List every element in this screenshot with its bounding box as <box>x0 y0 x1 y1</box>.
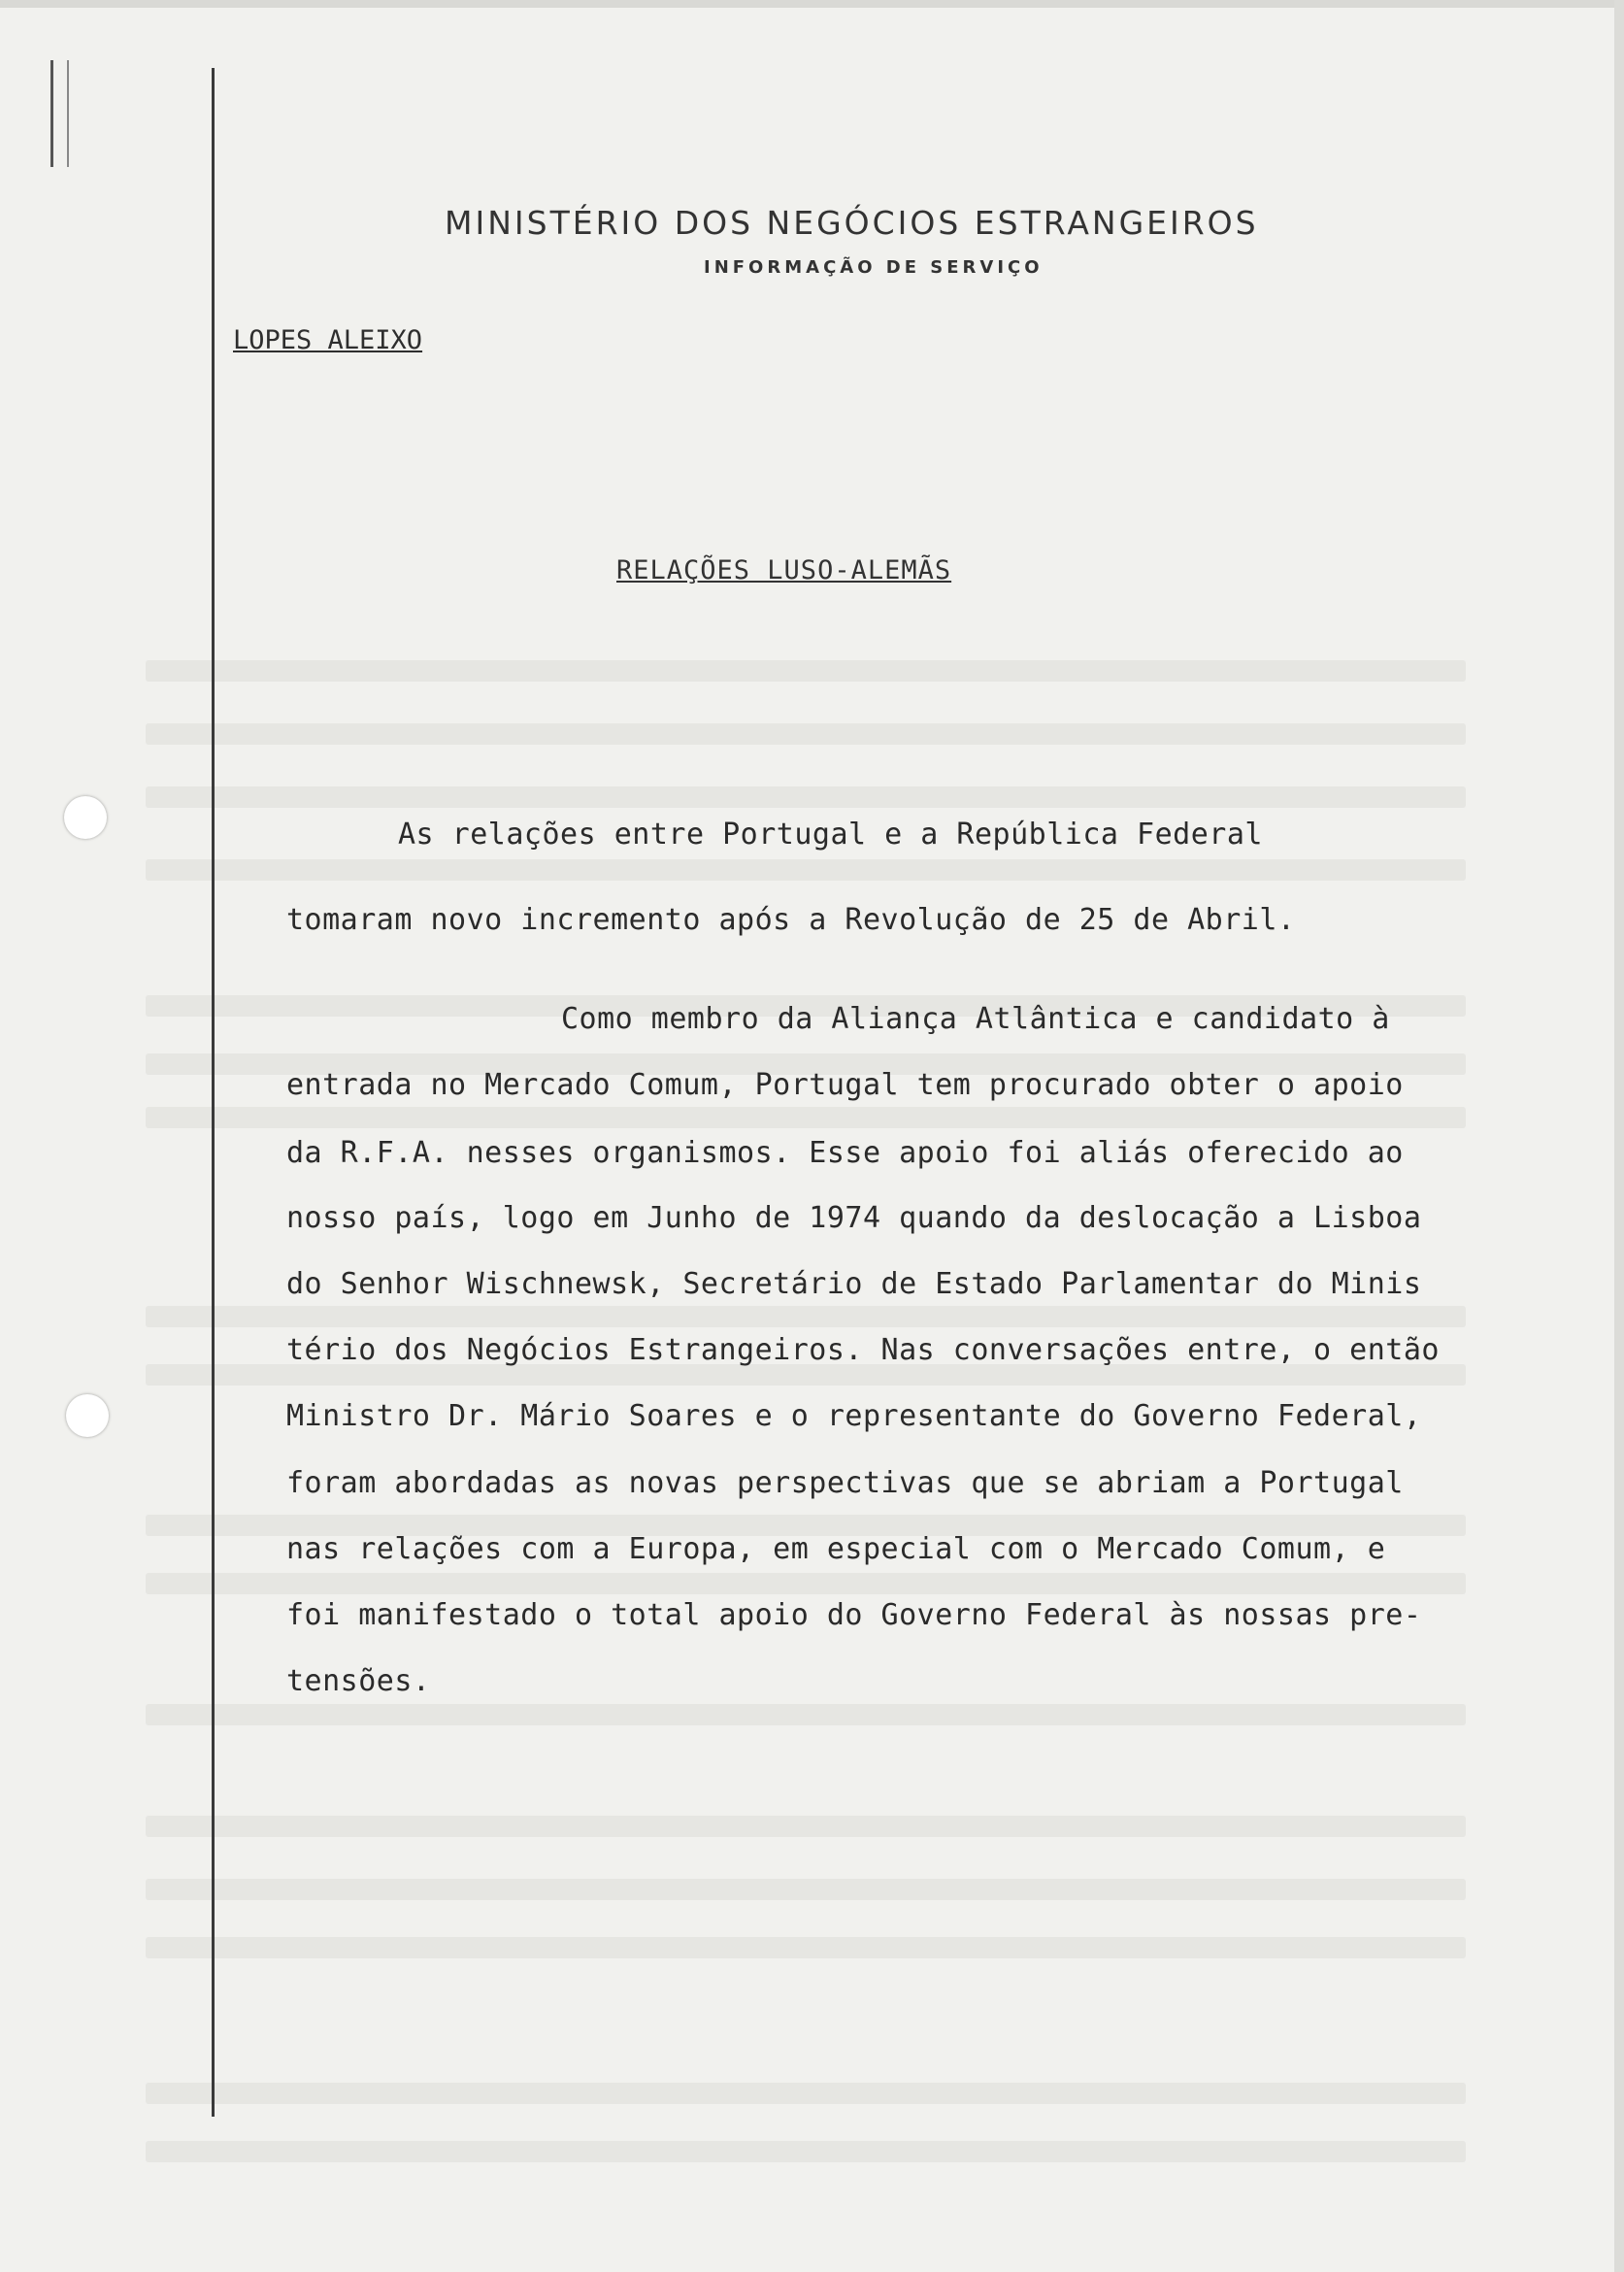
bleed-through <box>146 859 1466 881</box>
bleed-through <box>146 2083 1466 2104</box>
body-line: do Senhor Wischnewsk, Secretário de Estado Parlamentar do Minis <box>286 1267 1422 1301</box>
bleed-through <box>146 1879 1466 1900</box>
bleed-through <box>146 1816 1466 1837</box>
body-line: nosso país, logo em Junho de 1974 quando da deslocação a Lisboa <box>286 1201 1422 1235</box>
body-line: Como membro da Aliança Atlântica e candidato à <box>561 1002 1390 1036</box>
bleed-through <box>146 786 1466 808</box>
body-line: tomaram novo incremento após a Revolução de 25 de Abril. <box>286 903 1296 937</box>
staple-mark <box>50 60 69 167</box>
margin-rule <box>212 68 215 2117</box>
paper-top-edge <box>0 0 1624 8</box>
body-line: tensões. <box>286 1664 431 1698</box>
paper-right-edge <box>1614 0 1624 2272</box>
body-line: da R.F.A. nesses organismos. Esse apoio foi aliás oferecido ao <box>286 1136 1404 1170</box>
punch-hole <box>66 1394 109 1437</box>
bleed-through <box>146 1704 1466 1725</box>
body-line: tério dos Negócios Estrangeiros. Nas conversações entre, o então <box>286 1333 1440 1367</box>
bleed-through <box>146 1364 1466 1386</box>
punch-hole <box>64 796 107 839</box>
bleed-through <box>146 2141 1466 2162</box>
bleed-through <box>146 1937 1466 1958</box>
bleed-through <box>146 1306 1466 1327</box>
body-line: nas relações com a Europa, em especial com o Mercado Comum, e <box>286 1532 1386 1566</box>
body-line: foi manifestado o total apoio do Governo Federal às nossas pre- <box>286 1598 1422 1632</box>
bleed-through <box>146 660 1466 682</box>
bleed-through <box>146 723 1466 745</box>
service-subheading: INFORMAÇÃO DE SERVIÇO <box>704 257 1044 278</box>
bleed-through <box>146 1107 1466 1128</box>
body-line: entrada no Mercado Comum, Portugal tem procurado obter o apoio <box>286 1068 1404 1102</box>
document-title: RELAÇÕES LUSO-ALEMÃS <box>616 555 952 585</box>
ministry-heading: MINISTÉRIO DOS NEGÓCIOS ESTRANGEIROS <box>445 204 1259 242</box>
body-line: As relações entre Portugal e a República Federal <box>398 818 1263 852</box>
author-name: LOPES ALEIXO <box>233 325 423 355</box>
bleed-through <box>146 1573 1466 1594</box>
body-line: Ministro Dr. Mário Soares e o representante do Governo Federal, <box>286 1399 1422 1433</box>
body-line: foram abordadas as novas perspectivas que se abriam a Portugal <box>286 1466 1404 1500</box>
